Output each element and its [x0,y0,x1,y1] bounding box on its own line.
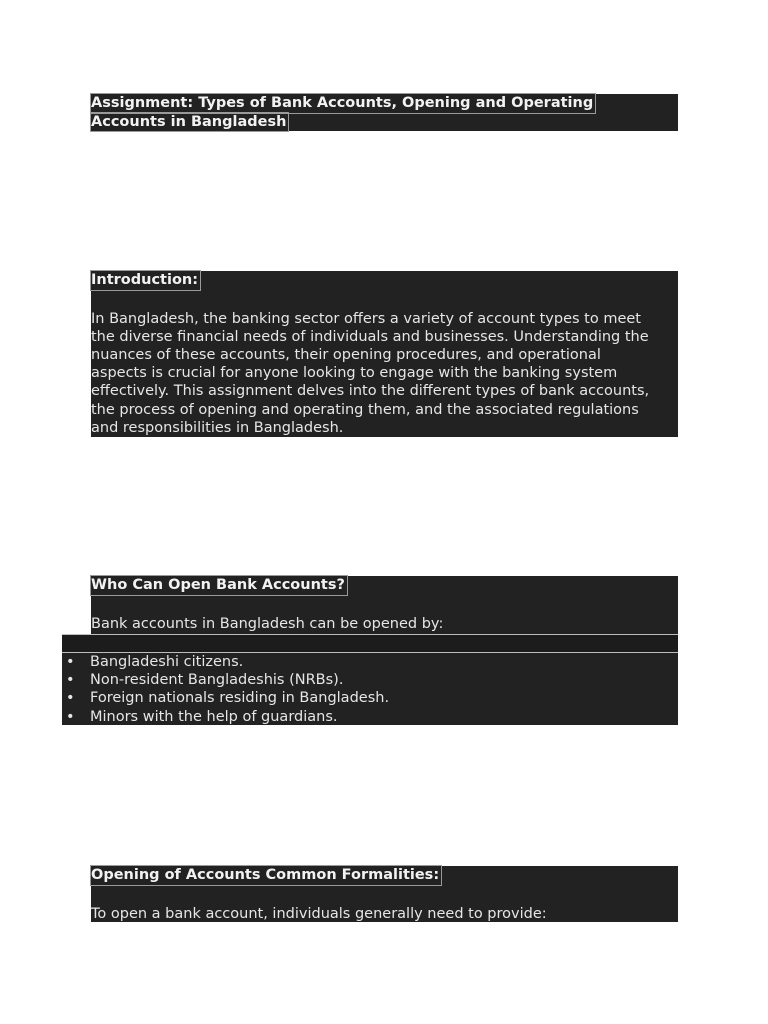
introduction-heading-text: Introduction: [91,272,199,288]
list-item: • Foreign nationals residing in Bangladesh. [66,690,390,707]
who-can-open-block [91,576,678,634]
intro-line-3: nuances of these accounts, their opening procedures, and operational [91,346,601,363]
who-can-open-intro: Bank accounts in Bangladesh can be opened by: [91,615,444,632]
bullet-icon: • [66,708,75,725]
bullet-icon: • [66,654,75,670]
title-line-1: Assignment: Types of Bank Accounts, Opening and Operating [91,95,594,111]
who-can-open-heading [91,576,678,595]
formalities-block [91,866,678,922]
formalities-heading-text: Opening of Accounts Common Formalities: [91,867,440,883]
who-can-open-list-block [62,653,678,725]
bullet-icon: • [66,672,75,689]
introduction-paragraph [91,310,678,437]
intro-line-7: and responsibilities in Bangladesh. [91,419,344,436]
formalities-intro: To open a bank account, individuals generally need to provide: [91,905,547,922]
formalities-heading [91,866,678,885]
intro-line-4: aspects is crucial for anyone looking to engage with the banking system [91,365,618,382]
introduction-heading [91,271,678,290]
intro-line-1: In Bangladesh, the banking sector offers a variety of account types to meet [91,310,641,327]
document-title [91,94,678,131]
list-item: • Bangladeshi citizens. [66,654,244,670]
list-item: • Non-resident Bangladeshis (NRBs). [66,672,344,689]
eligibility-list [62,653,389,726]
intro-line-6: the process of opening and operating them, and the associated regulations [91,401,639,418]
intro-line-5: effectively. This assignment delves into the different types of bank accounts, [91,383,650,400]
title-block [91,94,678,131]
intro-line-2: the diverse financial needs of individuals and businesses. Understanding the [91,328,649,345]
who-can-open-heading-text: Who Can Open Bank Accounts? [91,577,345,593]
title-line-2: Accounts in Bangladesh [91,113,287,130]
introduction-block [91,271,678,437]
bullet-icon: • [66,690,75,707]
list-top-band [62,634,678,653]
list-item: • Minors with the help of guardians. [66,708,338,725]
